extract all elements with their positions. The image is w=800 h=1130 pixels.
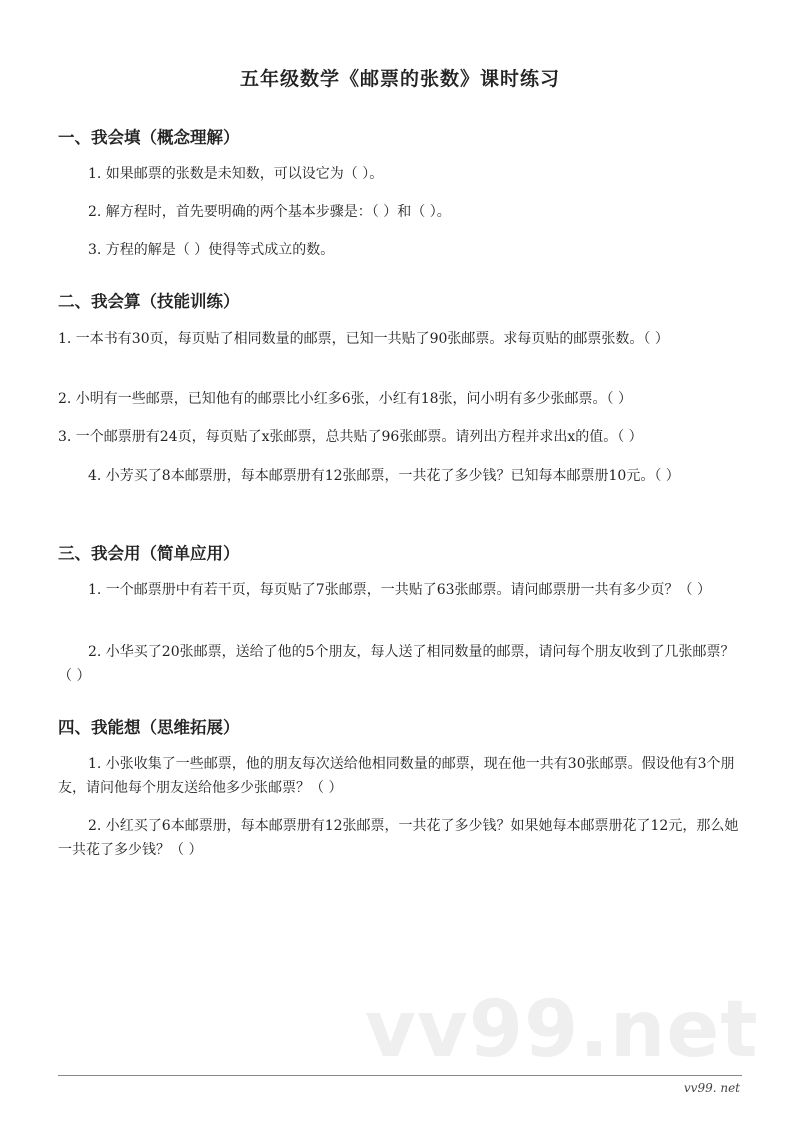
question-3-2: 2. 小华买了20张邮票，送给了他的5个朋友，每人送了相同数量的邮票，请问每个朋友收到了几张邮票？（ ） <box>58 644 735 684</box>
footer-divider <box>58 1075 742 1076</box>
question-3-1: 1. 一个邮票册中有若干页，每页贴了7张邮票，一共贴了63张邮票。请问邮票册一共有多少页？（ ） <box>88 582 711 598</box>
section-heading-2: 二、我会算（技能训练） <box>58 292 240 311</box>
question-1-3: 3. 方程的解是（ ）使得等式成立的数。 <box>88 242 335 258</box>
section-heading-4: 四、我能想（思维拓展） <box>58 718 240 737</box>
page-title: 五年级数学《邮票的张数》课时练习 <box>239 68 560 90</box>
question-2-4: 4. 小芳买了8本邮票册，每本邮票册有12张邮票，一共花了多少钱？已知每本邮票册10元。（ ） <box>88 468 680 484</box>
question-2-2: 2. 小明有一些邮票，已知他有的邮票比小红多6张，小红有18张，问小明有多少张邮票。（ ） <box>58 391 632 407</box>
footer-site: vv99. net <box>683 1081 740 1095</box>
question-1-1: 1. 如果邮票的张数是未知数，可以设它为（ ）。 <box>88 166 384 182</box>
question-4-1: 1. 小张收集了一些邮票，他的朋友每次送给他相同数量的邮票，现在他一共有30张邮票。假设他有3个朋友，请问他每个朋友送给他多少张邮票？（ ） <box>58 756 735 796</box>
watermark: vv99.net <box>365 985 759 1075</box>
question-1-2: 2. 解方程时，首先要明确的两个基本步骤是：（ ）和（ ）。 <box>88 204 451 220</box>
section-heading-1: 一、我会填（概念理解） <box>58 128 240 147</box>
question-4-2: 2. 小红买了6本邮票册，每本邮票册有12张邮票，一共花了多少钱？如果她每本邮票册花了12元，那么她一共花了多少钱？（ ） <box>58 818 739 858</box>
question-2-1: 1. 一本书有30页，每页贴了相同数量的邮票，已知一共贴了90张邮票。求每页贴的邮票张数。（ ） <box>58 331 669 347</box>
section-heading-3: 三、我会用（简单应用） <box>58 544 240 563</box>
question-2-3: 3. 一个邮票册有24页，每页贴了x张邮票，总共贴了96张邮票。请列出方程并求出x的值。（ ） <box>58 429 643 445</box>
